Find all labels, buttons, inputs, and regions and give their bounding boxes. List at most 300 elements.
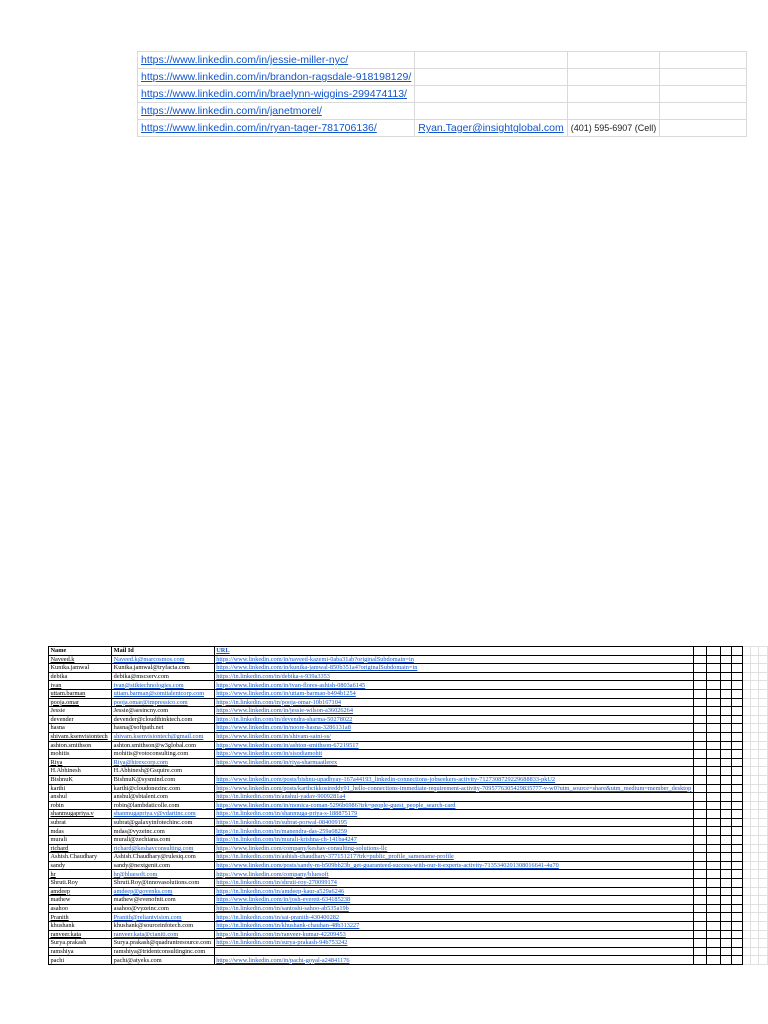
- empty-cell: [759, 767, 768, 776]
- contact-url-cell: [214, 870, 693, 879]
- contact-profile-link[interactable]: https://www.linkedin.com/in/josh-everett-634185238: [216, 896, 351, 904]
- contact-url-cell: [214, 930, 693, 939]
- empty-cell: [706, 672, 720, 681]
- empty-cell: [693, 956, 706, 965]
- contact-email[interactable]: shanmugapriya.v@vdartinc.com: [112, 810, 215, 819]
- empty-cell: [660, 52, 747, 69]
- contact-url-cell: [214, 904, 693, 913]
- table-row: [49, 904, 768, 913]
- empty-cell: [750, 732, 758, 741]
- table-row: [49, 793, 768, 802]
- contact-url-cell: [214, 956, 693, 965]
- profile-url-cell: [138, 120, 415, 137]
- empty-cell: [731, 861, 742, 870]
- contact-email: sandy@nextgenit.com: [112, 861, 215, 870]
- empty-cell: [750, 672, 758, 681]
- table-row: [49, 664, 768, 673]
- empty-cell: [721, 767, 732, 776]
- phone-cell: [567, 69, 660, 86]
- empty-cell: [721, 810, 732, 819]
- empty-cell: [759, 732, 768, 741]
- empty-cell: [731, 930, 742, 939]
- empty-cell: [693, 896, 706, 905]
- contact-profile-link[interactable]: https://in.linkedin.com/in/manendra-das-259a08259: [216, 827, 348, 835]
- contact-url-cell: [214, 887, 693, 896]
- contact-email: Jessie@aesincny.com: [112, 707, 215, 716]
- empty-cell: [693, 784, 706, 793]
- contact-name: Jessie: [49, 707, 112, 716]
- empty-cell: [731, 904, 742, 913]
- empty-cell: [759, 818, 768, 827]
- contact-email: hasna@softpath.net: [112, 724, 215, 733]
- empty-cell: [693, 870, 706, 879]
- empty-cell: [750, 930, 758, 939]
- contact-email: Ashish.Chaudhary@rulesiq.com: [112, 853, 215, 862]
- contact-email: robin@lambdaticolle.com: [112, 801, 215, 810]
- empty-cell: [706, 827, 720, 836]
- empty-cell: [750, 664, 758, 673]
- empty-cell: [706, 870, 720, 879]
- empty-cell: [721, 861, 732, 870]
- empty-cell: [706, 947, 720, 956]
- header-name: Name: [49, 647, 112, 656]
- contact-profile-link[interactable]: https://www.linkedin.com/in/pachi-goyal-a24841176: [216, 956, 350, 964]
- empty-cell: [693, 810, 706, 819]
- profile-link[interactable]: https://www.linkedin.com/in/janetmorel/: [141, 105, 322, 117]
- contact-name: murali: [49, 836, 112, 845]
- empty-cell: [750, 715, 758, 724]
- contact-email: asahoo@vyzeinc.com: [112, 904, 215, 913]
- table-row: [49, 741, 768, 750]
- empty-cell: [750, 689, 758, 698]
- empty-cell: [706, 707, 720, 716]
- empty-cell: [731, 689, 742, 698]
- contact-email[interactable]: Riya@hirexcorp.com: [112, 758, 215, 767]
- empty-cell: [721, 853, 732, 862]
- empty-cell: [721, 870, 732, 879]
- contact-email: karthi@cloudonezinc.com: [112, 784, 215, 793]
- empty-cell: [742, 836, 750, 845]
- empty-cell: [721, 818, 732, 827]
- empty-cell: [706, 853, 720, 862]
- table-header-row: [49, 647, 768, 656]
- contact-name: sandy: [49, 861, 112, 870]
- empty-cell: [706, 647, 720, 656]
- empty-cell: [693, 836, 706, 845]
- profile-url-cell: [138, 52, 415, 69]
- empty-cell: [721, 844, 732, 853]
- contact-name: amdeep: [49, 887, 112, 896]
- empty-cell: [731, 853, 742, 862]
- empty-cell: [759, 836, 768, 845]
- empty-cell: [721, 664, 732, 673]
- empty-cell: [693, 818, 706, 827]
- empty-cell: [693, 904, 706, 913]
- empty-cell: [742, 750, 750, 759]
- empty-cell: [759, 956, 768, 965]
- empty-cell: [750, 853, 758, 862]
- empty-cell: [706, 715, 720, 724]
- empty-cell: [660, 103, 747, 120]
- empty-cell: [742, 724, 750, 733]
- phone-cell: (401) 595-6907 (Cell): [567, 120, 660, 137]
- contact-profile-link[interactable]: https://in.linkedin.com/in/ashish-chaudhary-377151217?trk=public_profile_samename-profile: [216, 853, 454, 861]
- contact-email[interactable]: uttam.barman@somitalentcorp.com: [112, 689, 215, 698]
- empty-cell: [693, 655, 706, 664]
- empty-cell: [742, 844, 750, 853]
- profile-link[interactable]: https://www.linkedin.com/in/ryan-tager-781706136/: [141, 122, 377, 134]
- table-row: [49, 810, 768, 819]
- empty-cell: [731, 655, 742, 664]
- contact-profile-link[interactable]: https://www.linkedin.com/posts/bishnu-upadhyay-167a44193_linkedin-connections-jobseekers-activity-7127308729229688833-pkU2: [216, 776, 556, 784]
- contact-profile-link[interactable]: https://www.linkedin.com/in/riya-sharmaatlerex: [216, 758, 338, 766]
- contact-url-cell: [214, 732, 693, 741]
- empty-cell: [731, 672, 742, 681]
- empty-cell: [706, 732, 720, 741]
- contact-url-cell: [214, 707, 693, 716]
- empty-cell: [759, 827, 768, 836]
- contact-name: mohitis: [49, 750, 112, 759]
- empty-cell: [731, 767, 742, 776]
- contact-email: anshul@sbtalent.com: [112, 793, 215, 802]
- empty-cell: [706, 922, 720, 931]
- empty-cell: [750, 707, 758, 716]
- empty-cell: [693, 775, 706, 784]
- empty-cell: [759, 844, 768, 853]
- empty-cell: [742, 896, 750, 905]
- contact-email[interactable]: ranveer.kata@cianiti.com: [112, 930, 215, 939]
- empty-cell: [750, 956, 758, 965]
- empty-cell: [693, 793, 706, 802]
- table-row: [49, 689, 768, 698]
- profile-link[interactable]: https://www.linkedin.com/in/jessie-miller-nyc/: [141, 54, 349, 66]
- contact-profile-link[interactable]: https://in.linkedin.com/in/surya-prakash-94b753242: [216, 939, 348, 947]
- empty-cell: [721, 758, 732, 767]
- email-cell: [415, 86, 567, 103]
- contact-profile-link[interactable]: https://in.linkedin.com/in/pooja-omar-10b167104: [216, 698, 341, 706]
- empty-cell: [742, 853, 750, 862]
- empty-cell: [706, 930, 720, 939]
- empty-cell: [706, 801, 720, 810]
- top-spreadsheet-snippet: [137, 51, 747, 137]
- empty-cell: [742, 775, 750, 784]
- empty-cell: [742, 947, 750, 956]
- empty-cell: [693, 767, 706, 776]
- contact-profile-link[interactable]: https://in.linkedin.com/in/anshul-yadav-9009281a4: [216, 793, 346, 801]
- empty-cell: [750, 801, 758, 810]
- table-row: [49, 724, 768, 733]
- profile-link[interactable]: https://www.linkedin.com/in/brandon-ragsdale-918198129/: [141, 71, 412, 83]
- contact-name: hasna: [49, 724, 112, 733]
- empty-cell: [759, 758, 768, 767]
- contact-url-cell: [214, 672, 693, 681]
- contact-name: Naveed.k: [49, 655, 112, 664]
- empty-cell: [731, 784, 742, 793]
- empty-cell: [750, 741, 758, 750]
- table-row: [49, 922, 768, 931]
- empty-cell: [693, 922, 706, 931]
- empty-cell: [721, 689, 732, 698]
- empty-cell: [759, 784, 768, 793]
- empty-cell: [693, 664, 706, 673]
- contact-email[interactable]: ivan@stiktechnologies.com: [112, 681, 215, 690]
- contact-profile-link[interactable]: https://www.linkedin.com/in/noore-hasna-3286131a8: [216, 724, 351, 732]
- empty-cell: [721, 887, 732, 896]
- table-row: [49, 681, 768, 690]
- empty-cell: [750, 827, 758, 836]
- profile-url-cell: [138, 103, 415, 120]
- empty-cell: [742, 930, 750, 939]
- empty-cell: [693, 827, 706, 836]
- empty-cell: [731, 879, 742, 888]
- contact-name: mdas: [49, 827, 112, 836]
- contact-url-cell: [214, 758, 693, 767]
- contact-email: ashton.smithson@w3global.com: [112, 741, 215, 750]
- empty-cell: [750, 818, 758, 827]
- contact-name: ranveer.kata: [49, 930, 112, 939]
- empty-cell: [693, 698, 706, 707]
- contact-profile-link[interactable]: https://www.linkedin.com/in/kunika-jamwal-850b351a4?originalSubdomain=in: [216, 664, 418, 672]
- empty-cell: [706, 793, 720, 802]
- contact-profile-link[interactable]: https://www.linkedin.com/in/ashton-smithson-67219517: [216, 741, 359, 749]
- empty-cell: [660, 69, 747, 86]
- table-row: [49, 655, 768, 664]
- empty-cell: [742, 732, 750, 741]
- empty-cell: [742, 767, 750, 776]
- empty-cell: [693, 861, 706, 870]
- table-row: [49, 672, 768, 681]
- contact-name: Riya: [49, 758, 112, 767]
- contact-name: ramshiya: [49, 947, 112, 956]
- empty-cell: [731, 741, 742, 750]
- contact-url-cell: [214, 827, 693, 836]
- contact-name: mathew: [49, 896, 112, 905]
- empty-cell: [721, 724, 732, 733]
- empty-cell: [750, 913, 758, 922]
- empty-cell: [706, 655, 720, 664]
- empty-cell: [693, 801, 706, 810]
- table-row: [49, 896, 768, 905]
- contact-url-cell: [214, 810, 693, 819]
- empty-cell: [693, 707, 706, 716]
- empty-cell: [759, 801, 768, 810]
- empty-cell: [706, 887, 720, 896]
- empty-cell: [731, 913, 742, 922]
- contact-profile-link[interactable]: https://www.linkedin.com/in/shivam-saini-ss/: [216, 733, 331, 741]
- empty-cell: [742, 681, 750, 690]
- contact-email[interactable]: hr@bluesoft.com: [112, 870, 215, 879]
- empty-cell: [759, 947, 768, 956]
- empty-cell: [731, 956, 742, 965]
- empty-cell: [742, 870, 750, 879]
- contact-name: pooja.omar: [49, 698, 112, 707]
- empty-cell: [721, 741, 732, 750]
- empty-cell: [706, 844, 720, 853]
- empty-cell: [721, 827, 732, 836]
- contact-profile-link[interactable]: https://in.linkedin.com/in/amdeep-kaur-a529a6246: [216, 887, 345, 895]
- contact-url-cell: [214, 784, 693, 793]
- empty-cell: [742, 939, 750, 948]
- contact-email[interactable]: Pranith@reliantvision.com: [112, 913, 215, 922]
- contact-url-cell: [214, 767, 693, 776]
- empty-cell: [693, 844, 706, 853]
- empty-cell: [750, 861, 758, 870]
- contact-profile-link[interactable]: https://in.linkedin.com/in/santoshi-sahoo-ab535a19b: [216, 904, 349, 912]
- empty-cell: [731, 775, 742, 784]
- contact-profile-link[interactable]: https://www.linkedin.com/in/naveed-kazemi-0aba31ab?originalSubdomain=in: [216, 655, 414, 663]
- empty-cell: [693, 724, 706, 733]
- empty-cell: [721, 715, 732, 724]
- table-row: [49, 775, 768, 784]
- empty-cell: [742, 818, 750, 827]
- contact-profile-link[interactable]: https://in.linkedin.com/in/sai-pranith-430400282: [216, 913, 340, 921]
- empty-cell: [759, 672, 768, 681]
- top-sheet-row: [138, 86, 747, 103]
- empty-cell: [721, 904, 732, 913]
- contact-profile-link[interactable]: https://in.linkedin.com/in/devendra-sharma-50278022: [216, 715, 353, 723]
- empty-cell: [750, 939, 758, 948]
- empty-cell: [759, 647, 768, 656]
- empty-cell: [721, 707, 732, 716]
- empty-cell: [731, 647, 742, 656]
- table-row: [49, 913, 768, 922]
- contact-profile-link[interactable]: https://in.linkedin.com/in/khushank-chauhan-48b313227: [216, 922, 360, 930]
- table-row: [49, 801, 768, 810]
- contact-name: subrat: [49, 818, 112, 827]
- empty-cell: [750, 810, 758, 819]
- empty-cell: [742, 922, 750, 931]
- contact-name: robin: [49, 801, 112, 810]
- empty-cell: [742, 715, 750, 724]
- empty-cell: [742, 784, 750, 793]
- table-row: [49, 758, 768, 767]
- empty-cell: [731, 681, 742, 690]
- contact-profile-link[interactable]: https://in.linkedin.com/in/subrat-porwal-084009195: [216, 819, 348, 827]
- table-row: [49, 698, 768, 707]
- empty-cell: [759, 870, 768, 879]
- contact-email[interactable]: pooja.omar@impressico.com: [112, 698, 215, 707]
- contact-email: Kunika.jamwal@tryfacta.com: [112, 664, 215, 673]
- empty-cell: [759, 707, 768, 716]
- empty-cell: [750, 767, 758, 776]
- table-row: [49, 947, 768, 956]
- empty-cell: [721, 775, 732, 784]
- empty-cell: [693, 689, 706, 698]
- empty-cell: [731, 793, 742, 802]
- contact-url-cell: [214, 741, 693, 750]
- table-row: [49, 750, 768, 759]
- contact-profile-link[interactable]: https://www.linkedin.com/company/keshav-consulting-solutions-llc: [216, 844, 388, 852]
- contact-name: anshul: [49, 793, 112, 802]
- empty-cell: [731, 939, 742, 948]
- empty-cell: [750, 836, 758, 845]
- empty-cell: [759, 930, 768, 939]
- empty-cell: [742, 913, 750, 922]
- contact-email: subrat@galaxyinfotechinc.com: [112, 818, 215, 827]
- contact-url-cell: [214, 689, 693, 698]
- empty-cell: [721, 801, 732, 810]
- empty-cell: [706, 741, 720, 750]
- empty-cell: [742, 887, 750, 896]
- empty-cell: [742, 861, 750, 870]
- empty-cell: [721, 879, 732, 888]
- contact-email: Surya.prakash@quadrantresource.com: [112, 939, 215, 948]
- empty-cell: [706, 681, 720, 690]
- empty-cell: [750, 681, 758, 690]
- profile-link[interactable]: https://www.linkedin.com/in/braelynn-wiggins-299474113/: [141, 88, 407, 100]
- contact-email[interactable]: amdeep@govenks.com: [112, 887, 215, 896]
- empty-cell: [721, 655, 732, 664]
- contact-email[interactable]: richard@keshavconsulting.com: [112, 844, 215, 853]
- empty-cell: [693, 887, 706, 896]
- empty-cell: [742, 698, 750, 707]
- contact-profile-link[interactable]: https://www.linkedin.com/in/uttam-barman-b494b1254: [216, 690, 356, 698]
- contact-profile-link[interactable]: https://in.linkedin.com/in/debika-s-939a3353: [216, 672, 330, 680]
- empty-cell: [759, 689, 768, 698]
- contact-email: murali@zechiana.com: [112, 836, 215, 845]
- contact-profile-link[interactable]: https://www.linkedin.com/in/monica-coman-5296b6986?trk=people-guest_people_search-card: [216, 801, 456, 809]
- phone-cell: [567, 86, 660, 103]
- contact-email: BishnuK@sysmind.com: [112, 775, 215, 784]
- empty-cell: [759, 681, 768, 690]
- empty-cell: [759, 664, 768, 673]
- empty-cell: [750, 896, 758, 905]
- contact-name: Ashish.Chaudhary: [49, 853, 112, 862]
- contact-profile-link[interactable]: https://www.linkedin.com/company/bluesoft: [216, 870, 329, 878]
- empty-cell: [742, 689, 750, 698]
- contact-profile-link[interactable]: https://www.linkedin.com/in/ivan-flores-ashish-0803a6145: [216, 681, 366, 689]
- empty-cell: [750, 698, 758, 707]
- contact-profile-link[interactable]: https://www.linkedin.com/posts/sandy-m-b509bb23b_get-guaranteed-success-with-our-it-experts-activity-7135340201308016641-4u70: [216, 861, 559, 869]
- contact-profile-link[interactable]: https://in.linkedin.com/in/shanmuga-priya-s-188875179: [216, 810, 358, 818]
- contact-email[interactable]: Naveed.k@marcosmos.com: [112, 655, 215, 664]
- contact-profile-link[interactable]: https://www.linkedin.com/in/sisodiamohit: [216, 750, 323, 758]
- contact-url-cell: [214, 939, 693, 948]
- contact-url-cell: [214, 801, 693, 810]
- empty-cell: [706, 750, 720, 759]
- contact-profile-link[interactable]: https://in.linkedin.com/in/ranveer-kumar-42209453: [216, 930, 346, 938]
- empty-cell: [706, 861, 720, 870]
- empty-cell: [706, 689, 720, 698]
- empty-cell: [721, 647, 732, 656]
- header-url: URL: [214, 647, 693, 656]
- contact-name: richard: [49, 844, 112, 853]
- table-row: [49, 879, 768, 888]
- empty-cell: [759, 904, 768, 913]
- contact-email[interactable]: shivam.ksenvisiontech@gmail.com: [112, 732, 215, 741]
- contact-url-cell: [214, 844, 693, 853]
- contact-url-cell: [214, 724, 693, 733]
- contact-profile-link[interactable]: https://in.linkedin.com/in/shruti-roy-270099174: [216, 879, 337, 887]
- contact-email: mohitis@votoconsulting.com: [112, 750, 215, 759]
- contact-profile-link[interactable]: https://in.linkedin.com/in/murali-krishna-ch-141ba4247: [216, 836, 357, 844]
- email-link[interactable]: Ryan.Tager@insightglobal.com: [418, 122, 564, 134]
- empty-cell: [693, 750, 706, 759]
- empty-cell: [660, 86, 747, 103]
- contact-profile-link[interactable]: https://www.linkedin.com/posts/karthcikkosireddy91_hello-connections-immediate-requirement-activity-7095776305429835777-v-w0?utm_source=share&utm_medium=member_desktop: [216, 784, 692, 792]
- empty-cell: [721, 922, 732, 931]
- empty-cell: [731, 698, 742, 707]
- empty-cell: [721, 672, 732, 681]
- empty-cell: [750, 775, 758, 784]
- empty-cell: [706, 956, 720, 965]
- empty-cell: [693, 681, 706, 690]
- contact-email: ramshiya@tridentconsultinginc.com: [112, 947, 215, 956]
- contact-profile-link[interactable]: https://www.linkedin.com/in/jessie-wilson-a36026264: [216, 707, 353, 715]
- email-cell: [415, 69, 567, 86]
- contact-url-cell: [214, 775, 693, 784]
- contact-email: mathew@evenofnit.com: [112, 896, 215, 905]
